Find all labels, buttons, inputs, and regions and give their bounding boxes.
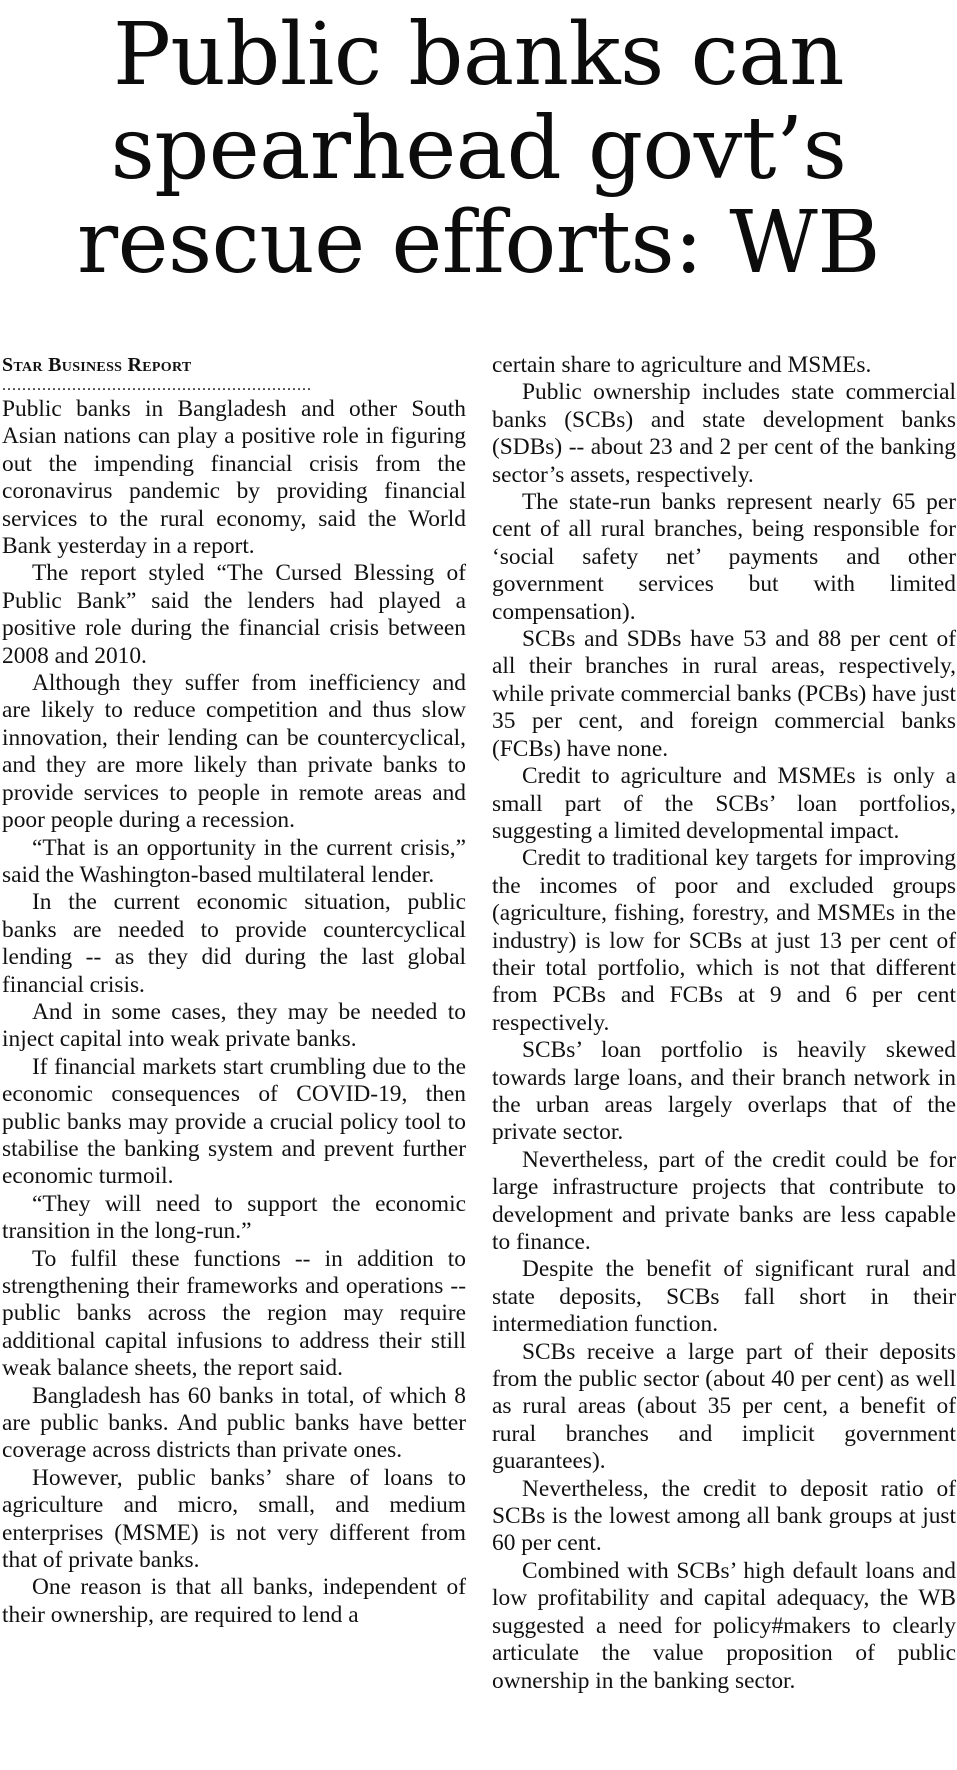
paragraph: Credit to agriculture and MSMEs is only a small part of the SCBs’ loan portfolios, suggesting a limited developmental impact.: [492, 763, 956, 844]
paragraph: certain share to agriculture and MSMEs.: [492, 352, 872, 378]
paragraph: Public ownership includes state commercial banks (SCBs) and state development banks (SDBs) -- about 23 and 2 per cent of the banking sector’s assets, respectively.: [492, 379, 956, 488]
paragraph: “They will need to support the economic transition in the long-run.”: [2, 1190, 466, 1245]
paragraph: SCBs’ loan portfolio is heavily skewed towards large loans, and their branch network in the urban areas largely overlaps that of the private sector.: [492, 1037, 956, 1146]
article-column-right: [492, 352, 956, 1695]
paragraph: One reason is that all banks, independent of their ownership, are required to lend a: [2, 1574, 466, 1628]
headline-line-1: Public banks can: [113, 5, 844, 105]
paragraph: Bangladesh has 60 banks in total, of which 8 are public banks. And public banks have better coverage across districts than private ones.: [2, 1382, 466, 1464]
paragraph: Nevertheless, part of the credit could be for large infrastructure projects that contribute to development and private banks are less capable to finance.: [492, 1146, 956, 1255]
article-column-left: [2, 352, 466, 1629]
headline-line-3: rescue efforts: WB: [77, 193, 880, 293]
headline: [0, 5, 957, 293]
paragraph: If financial markets start crumbling due to the economic consequences of COVID-19, then public banks may provide a crucial policy tool to stabilise the banking system and prevent further economic turmoil.: [2, 1053, 466, 1190]
paragraph: Combined with SCBs’ high default loans and low profitability and capital adequacy, the WB suggested a need for policy#makers to clearly articulate the value proposition of public ownership in the banking sector.: [492, 1557, 956, 1694]
headline-line-2: spearhead govt’s: [110, 99, 847, 199]
paragraph: “That is an opportunity in the current crisis,” said the Washington-based multilateral lender.: [2, 834, 466, 888]
paragraph: And in some cases, they may be needed to inject capital into weak private banks.: [2, 998, 466, 1053]
paragraph: Nevertheless, the credit to deposit ratio of SCBs is the lowest among all bank groups at just 60 per cent.: [492, 1475, 956, 1557]
paragraph: Despite the benefit of significant rural and state deposits, SCBs fall short in their intermediation function.: [492, 1256, 956, 1338]
paragraph: The report styled “The Cursed Blessing of Public Bank” said the lenders had played a positive role during the financial crisis between 2008 and 2010.: [2, 560, 466, 669]
paragraph: However, public banks’ share of loans to agriculture and micro, small, and medium enterprises (MSME) is not very different from that of private banks.: [2, 1464, 466, 1574]
paragraph: The state-run banks represent nearly 65 per cent of all rural branches, being responsible for ‘social safety net’ payments and other government services but with limited compensation).: [492, 489, 956, 625]
paragraph: In the current economic situation, public banks are needed to provide countercyclical lending -- as they did during the last global financial crisis.: [2, 889, 466, 998]
byline-separator: ..............................................................: [2, 378, 312, 394]
paragraph: SCBs and SDBs have 53 and 88 per cent of all their branches in rural areas, respectively, while private commercial banks (PCBs) have just 35 per cent, and foreign commercial banks (FCBs) have none.: [492, 626, 956, 762]
paragraph: SCBs receive a large part of their deposits from the public sector (about 40 per cent) as well as rural areas (about 35 per cent, a benefit of rural branches and implicit government guarantees).: [492, 1338, 956, 1475]
paragraph: Public banks in Bangladesh and other South Asian nations can play a positive role in figuring out the impending financial crisis from the coronavirus pandemic by providing financial services to the rural economy, said the World Bank yesterday in a report.: [2, 396, 466, 560]
paragraph: To fulfil these functions -- in addition to strengthening their frameworks and operations -- public banks across the region may require additional capital infusions to address their still weak balance sheets, the report said.: [2, 1245, 466, 1382]
paragraph: Credit to traditional key targets for improving the incomes of poor and excluded groups (agriculture, fishing, forestry, and MSMEs in the industry) is low for SCBs at just 13 per cent of their total portfolio, which is not that different from PCBs and FCBs at 9 and 6 per cent respectively.: [492, 845, 956, 1036]
paragraph: Although they suffer from inefficiency and are likely to reduce competition and thus slow innovation, their lending can be countercyclical, and they are more likely than private banks to provide services to people in remote areas and poor people during a recession.: [2, 670, 466, 834]
byline: Star Business Report: [2, 354, 192, 376]
